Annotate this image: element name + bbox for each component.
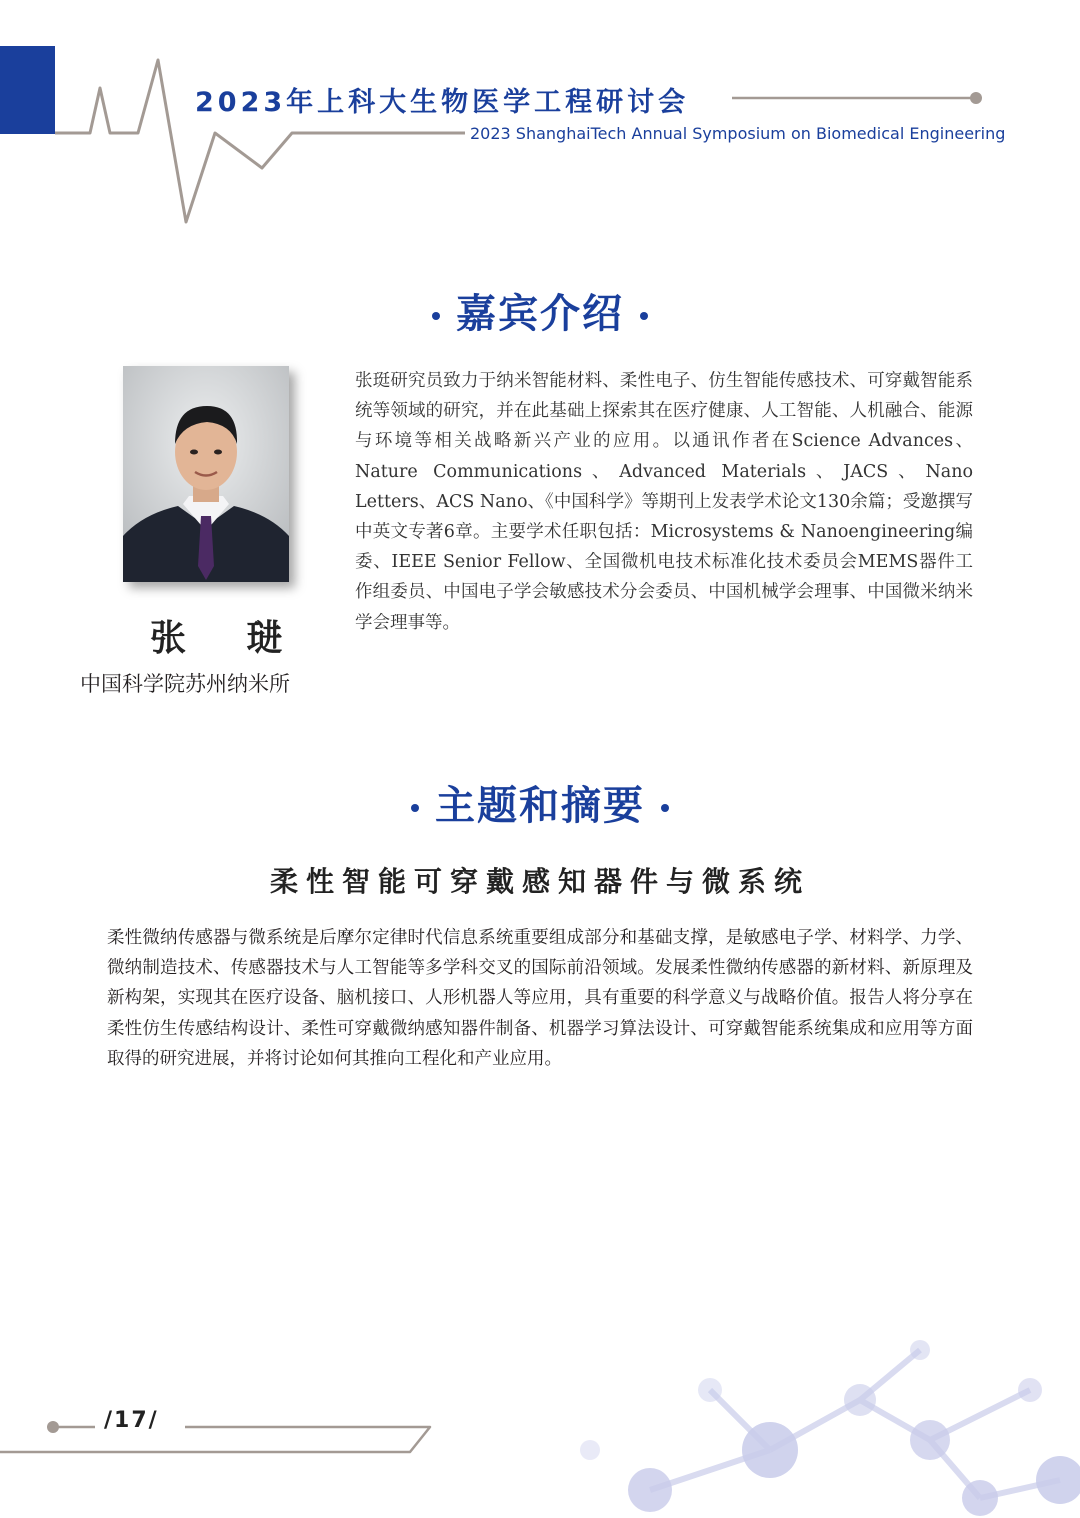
topic-abstract-heading-text: 主题和摘要 xyxy=(435,783,645,829)
bullet-dot-right xyxy=(640,312,648,320)
talk-title: 柔性智能可穿戴感知器件与微系统 xyxy=(269,865,810,898)
symposium-title-en: 2023 ShanghaiTech Annual Symposium on Biomedical Engineering xyxy=(470,124,1006,143)
speaker-name: 张 琎 xyxy=(150,617,307,659)
speaker-portrait-illustration xyxy=(123,366,289,582)
footer-line-decoration xyxy=(0,1395,500,1465)
guest-intro-heading-text: 嘉宾介绍 xyxy=(456,291,624,337)
bullet-dot-right xyxy=(661,804,669,812)
speaker-photo xyxy=(123,366,289,582)
speaker-affiliation: 中国科学院苏州纳米所 xyxy=(80,672,290,696)
speaker-bio: 张珽研究员致力于纳米智能材料、柔性电子、仿生智能传感技术、可穿戴智能系统等领域的研究，并在此基础上探索其在医疗健康、人工智能、人机融合、能源与环境等相关战略新兴产业的应用。以通讯作者在Science Advances、Nature Communications、Advanced Materials、JACS、Nano Letters、ACS Nano、《中国科学》等期刊上发表学术论文130余篇；受邀撰写中英文专著6章。主要学术任职包括：Microsystems & Nanoengineering编委、IEEE Senior Fellow、全国微机电技术标准化技术委员会MEMS器件工作组委员、中国电子学会敏感技术分会委员、中国机械学会理事、中国微米纳米学会理事等。 xyxy=(355,371,973,633)
page-number: /17/ xyxy=(104,1408,159,1433)
bullet-dot-left xyxy=(432,312,440,320)
molecule-network-decoration xyxy=(560,1330,1080,1518)
heartbeat-line-decoration xyxy=(0,0,1080,240)
topic-abstract-heading xyxy=(0,774,1080,831)
guest-intro-heading xyxy=(0,282,1080,339)
talk-abstract: 柔性微纳传感器与微系统是后摩尔定律时代信息系统重要组成部分和基础支撑，是敏感电子学、材料学、力学、微纳制造技术、传感器技术与人工智能等多学科交叉的国际前沿领域。发展柔性微纳传感器的新材料、新原理及新构架，实现其在医疗设备、脑机接口、人形机器人等应用，具有重要的科学意义与战略价值。报告人将分享在柔性仿生传感结构设计、柔性可穿戴微纳感知器件制备、机器学习算法设计、可穿戴智能系统集成和应用等方面取得的研究进展，并将讨论如何其推向工程化和产业应用。 xyxy=(107,928,973,1069)
bullet-dot-left xyxy=(411,804,419,812)
symposium-title-cn: 2023年上科大生物医学工程研讨会 xyxy=(195,87,690,118)
